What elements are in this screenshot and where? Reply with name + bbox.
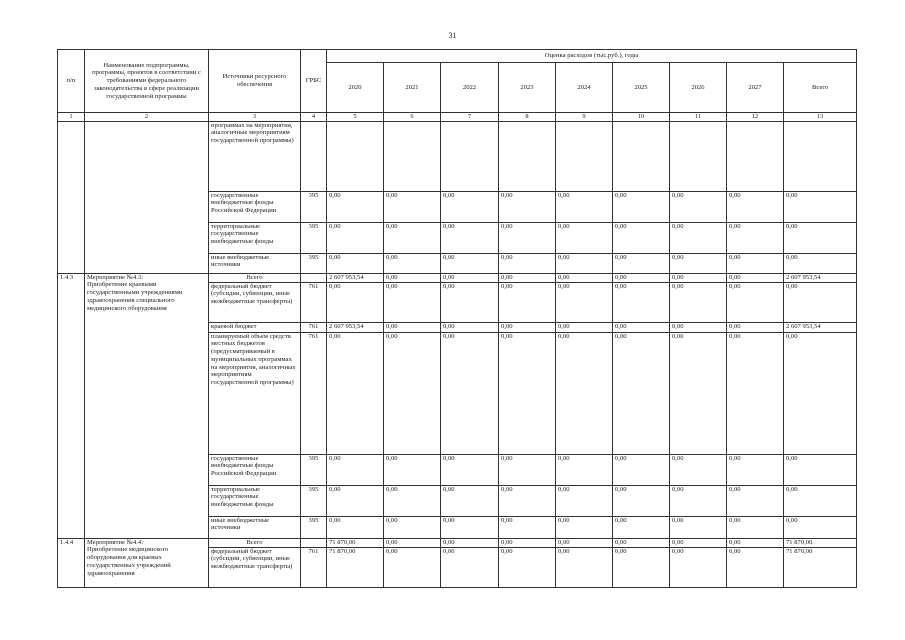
column-number: 7 — [441, 113, 499, 122]
row-source: территориальные государственные внебюджетные фонды — [209, 222, 301, 253]
row-value: 0,00 — [327, 485, 384, 516]
row-measure-title: Мероприятие №4.4: — [87, 538, 144, 546]
page-number: 31 — [448, 31, 457, 40]
row-value: 0,00 — [727, 547, 784, 587]
column-number: 10 — [613, 113, 670, 122]
row-value: 0,00 — [499, 454, 556, 485]
row-source: иные внебюджетные источники — [209, 516, 301, 538]
row-value: 0,00 — [613, 485, 670, 516]
column-number: 5 — [327, 113, 384, 122]
column-number: 11 — [670, 113, 727, 122]
row-value: 0,00 — [613, 222, 670, 253]
row-value: 0,00 — [499, 516, 556, 538]
row-value: 0,00 — [441, 322, 499, 332]
row-value: 0,00 — [613, 282, 670, 322]
row-value: 0,00 — [613, 547, 670, 587]
row-value: 0,00 — [441, 547, 499, 587]
row-grbs: 395 — [301, 253, 327, 273]
row-value: 0,00 — [384, 191, 441, 222]
row-value: 2 607 953,54 — [327, 322, 384, 332]
row-value: 0,00 — [327, 332, 384, 454]
row-grbs: 761 — [301, 282, 327, 322]
row-value: 0,00 — [670, 332, 727, 454]
row-value: 0,00 — [441, 273, 499, 282]
row-value: 2 607 953,54 — [784, 322, 857, 332]
row-value: 0,00 — [499, 191, 556, 222]
row-source: планируемый объем средств местных бюджетов (предусматриваемый в муниципальных программах на мероприятия, аналогичные мероприятиям государственной программы) — [209, 332, 301, 454]
row-value: 0,00 — [499, 332, 556, 454]
row-value: 0,00 — [556, 273, 613, 282]
row-program-name — [85, 538, 209, 587]
table-row — [58, 121, 857, 191]
row-value: 0,00 — [441, 222, 499, 253]
row-value: 0,00 — [556, 222, 613, 253]
row-value: 0,00 — [499, 485, 556, 516]
table-row-total — [58, 273, 857, 282]
column-number: 9 — [556, 113, 613, 122]
row-number — [58, 121, 85, 273]
row-value: 0,00 — [384, 538, 441, 547]
row-source: федеральный бюджет (субсидии, субвенции, иные межбюджетные трансферты) — [209, 282, 301, 322]
row-value: 0,00 — [670, 273, 727, 282]
header-grbs: ГРБС — [301, 50, 327, 113]
header-year: 2023 — [499, 63, 556, 113]
row-value: 0,00 — [670, 485, 727, 516]
row-value: 0,00 — [441, 253, 499, 273]
row-value: 0,00 — [441, 485, 499, 516]
row-value: 0,00 — [556, 516, 613, 538]
row-value: 0,00 — [613, 273, 670, 282]
row-grbs: 395 — [301, 516, 327, 538]
row-value: 0,00 — [556, 322, 613, 332]
row-value: 0,00 — [556, 485, 613, 516]
row-value: 71 870,00 — [784, 538, 857, 547]
row-value: 0,00 — [384, 322, 441, 332]
column-number: 12 — [727, 113, 784, 122]
row-value: 0,00 — [384, 547, 441, 587]
row-grbs — [301, 538, 327, 547]
row-number: 1.4.3 — [58, 273, 85, 538]
row-value: 0,00 — [499, 282, 556, 322]
row-value — [499, 121, 556, 191]
row-value: 0,00 — [670, 222, 727, 253]
row-value: 0,00 — [670, 547, 727, 587]
row-value: 0,00 — [727, 332, 784, 454]
row-value: 0,00 — [384, 485, 441, 516]
row-source: государственные внебюджетные фонды Российской Федерации — [209, 454, 301, 485]
row-value: 0,00 — [613, 322, 670, 332]
row-value: 0,00 — [327, 191, 384, 222]
row-value: 0,00 — [384, 222, 441, 253]
row-value: 0,00 — [670, 191, 727, 222]
row-value: 0,00 — [556, 547, 613, 587]
row-value — [784, 121, 857, 191]
header-year: 2020 — [327, 63, 384, 113]
row-value — [556, 121, 613, 191]
row-value: 0,00 — [441, 454, 499, 485]
row-value: 0,00 — [441, 282, 499, 322]
row-source: краевой бюджет — [209, 322, 301, 332]
row-value: 0,00 — [384, 454, 441, 485]
column-number: 1 — [58, 113, 85, 122]
row-value: 0,00 — [727, 516, 784, 538]
row-source: государственные внебюджетные фонды Российской Федерации — [209, 191, 301, 222]
header-year: 2025 — [613, 63, 670, 113]
row-grbs: 761 — [301, 547, 327, 587]
header-total: Всего — [784, 63, 857, 113]
row-value — [670, 121, 727, 191]
row-source: федеральный бюджет (субсидии, субвенции, иные межбюджетные трансферты) — [209, 547, 301, 587]
column-number: 6 — [384, 113, 441, 122]
row-value: 0,00 — [441, 332, 499, 454]
row-value: 0,00 — [613, 253, 670, 273]
row-value: 0,00 — [499, 253, 556, 273]
table-row-total — [58, 538, 857, 547]
row-measure-description: Приобретение краевыми государственными учреждениями здравоохранения специального медицинского оборудования — [87, 281, 183, 312]
row-value: 0,00 — [499, 322, 556, 332]
row-value: 0,00 — [670, 282, 727, 322]
row-value: 0,00 — [670, 454, 727, 485]
row-measure-title: Мероприятие №4.3: — [87, 273, 144, 281]
row-value: 0,00 — [384, 332, 441, 454]
budget-table — [57, 49, 857, 588]
row-value: 0,00 — [727, 282, 784, 322]
row-value: 0,00 — [613, 191, 670, 222]
header-program-name: Наименование подпрограммы, программы, проектов в соответствии с требованиями федерального законодательства в сфере реализации государственной программы — [85, 50, 209, 113]
row-value: 0,00 — [784, 332, 857, 454]
row-grbs — [301, 273, 327, 282]
column-number: 3 — [209, 113, 301, 122]
row-value: 0,00 — [727, 485, 784, 516]
row-grbs: 395 — [301, 454, 327, 485]
row-value — [727, 121, 784, 191]
row-value: 0,00 — [556, 282, 613, 322]
row-value: 0,00 — [327, 454, 384, 485]
row-value: 0,00 — [727, 191, 784, 222]
row-value: 0,00 — [727, 273, 784, 282]
row-value: 0,00 — [784, 222, 857, 253]
row-value: 0,00 — [384, 253, 441, 273]
row-value: 0,00 — [499, 222, 556, 253]
row-value: 71 870,00 — [327, 547, 384, 587]
row-source: Всего — [209, 538, 301, 547]
row-grbs: 395 — [301, 222, 327, 253]
row-measure-description: Приобретение медицинского оборудования для краевых государственных учреждений здравоохранения — [87, 546, 171, 577]
row-value: 0,00 — [556, 253, 613, 273]
row-value: 0,00 — [613, 332, 670, 454]
row-value: 0,00 — [327, 222, 384, 253]
row-value: 0,00 — [384, 273, 441, 282]
column-number: 4 — [301, 113, 327, 122]
row-value: 0,00 — [556, 191, 613, 222]
row-value: 0,00 — [727, 253, 784, 273]
row-source: Всего — [209, 273, 301, 282]
row-value: 0,00 — [556, 454, 613, 485]
row-value: 0,00 — [784, 282, 857, 322]
row-grbs: 395 — [301, 485, 327, 516]
row-value: 0,00 — [727, 222, 784, 253]
row-value: 71 870,00 — [327, 538, 384, 547]
row-value: 71 870,00 — [784, 547, 857, 587]
row-value: 0,00 — [727, 322, 784, 332]
header-year: 2024 — [556, 63, 613, 113]
row-value: 0,00 — [727, 454, 784, 485]
row-value: 0,00 — [784, 253, 857, 273]
row-value: 0,00 — [727, 538, 784, 547]
row-value: 0,00 — [556, 332, 613, 454]
row-value: 0,00 — [327, 282, 384, 322]
column-number: 8 — [499, 113, 556, 122]
header-number: п/п — [58, 50, 85, 113]
row-value — [613, 121, 670, 191]
row-value: 0,00 — [784, 191, 857, 222]
row-value: 0,00 — [441, 516, 499, 538]
row-value: 0,00 — [327, 516, 384, 538]
row-value: 0,00 — [670, 538, 727, 547]
row-value: 0,00 — [499, 547, 556, 587]
row-value: 0,00 — [670, 253, 727, 273]
header-year: 2021 — [384, 63, 441, 113]
row-value: 0,00 — [670, 516, 727, 538]
row-value: 0,00 — [441, 538, 499, 547]
row-value — [327, 121, 384, 191]
row-value: 0,00 — [499, 273, 556, 282]
header-year: 2026 — [670, 63, 727, 113]
header-source: Источники ресурсного обеспечения — [209, 50, 301, 113]
row-value — [384, 121, 441, 191]
row-source: территориальные государственные внебюджетные фонды — [209, 485, 301, 516]
row-grbs: 761 — [301, 332, 327, 454]
row-value: 0,00 — [327, 253, 384, 273]
column-number: 13 — [784, 113, 857, 122]
row-value: 0,00 — [784, 516, 857, 538]
row-value: 0,00 — [613, 454, 670, 485]
row-source: программах на мероприятия, аналогичные мероприятиям государственной программы) — [209, 121, 301, 191]
row-value: 0,00 — [784, 454, 857, 485]
row-value: 0,00 — [384, 516, 441, 538]
row-value: 0,00 — [556, 538, 613, 547]
header-year: 2027 — [727, 63, 784, 113]
row-value: 0,00 — [499, 538, 556, 547]
row-number: 1.4.4 — [58, 538, 85, 587]
row-value: 0,00 — [670, 322, 727, 332]
row-grbs: 761 — [301, 322, 327, 332]
row-source: иные внебюджетные источники — [209, 253, 301, 273]
row-value: 2 607 953,54 — [784, 273, 857, 282]
row-value: 0,00 — [613, 516, 670, 538]
column-number-row — [58, 113, 857, 122]
row-value: 0,00 — [784, 485, 857, 516]
header-expense-estimate: Оценка расходов (тыс.руб.), годы — [327, 50, 857, 63]
row-grbs: 395 — [301, 191, 327, 222]
row-value: 0,00 — [384, 282, 441, 322]
row-value — [441, 121, 499, 191]
row-grbs — [301, 121, 327, 191]
header-year: 2022 — [441, 63, 499, 113]
row-value: 0,00 — [613, 538, 670, 547]
row-program-name — [85, 273, 209, 538]
row-value: 0,00 — [441, 191, 499, 222]
column-number: 2 — [85, 113, 209, 122]
row-program-name — [85, 121, 209, 273]
row-value: 2 607 953,54 — [327, 273, 384, 282]
